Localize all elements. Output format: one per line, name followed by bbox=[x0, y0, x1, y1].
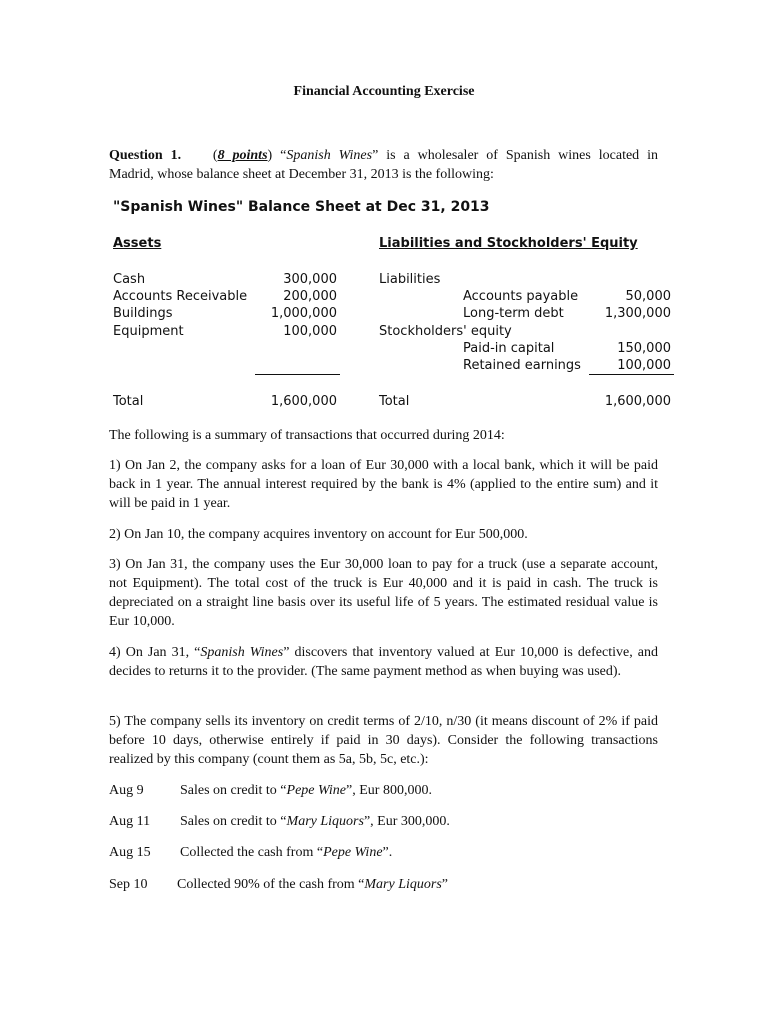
equity-item-label: Paid-in capital bbox=[463, 341, 555, 356]
sub-transaction-date: Sep 10 bbox=[109, 877, 148, 892]
sub-transaction-post: ”, Eur 800,000. bbox=[346, 783, 432, 798]
asset-value: 300,000 bbox=[283, 272, 337, 287]
transaction-4-pre: 4) On Jan 31, “ bbox=[109, 645, 201, 660]
question-intro bbox=[109, 146, 658, 184]
asset-value: 100,000 bbox=[283, 324, 337, 339]
transaction-5: 5) The company sells its inventory on credit terms of 2/10, n/30 (it means discount of 2% if paid before 10 days, otherwise entirely if paid in 30 days). Consider the following transactions realized by this company (count them as 5a, 5b, 5c, etc.): bbox=[109, 714, 658, 767]
equity-item-value: 150,000 bbox=[617, 341, 671, 356]
assets-header: Assets bbox=[113, 236, 162, 251]
transaction-2: 2) On Jan 10, the company acquires inventory on account for Eur 500,000. bbox=[109, 527, 528, 542]
asset-value: 200,000 bbox=[283, 289, 337, 304]
sub-transaction-date: Aug 15 bbox=[109, 845, 151, 860]
sub-transaction-pre: Collected the cash from “ bbox=[180, 845, 324, 860]
liabilities-label: Liabilities bbox=[379, 272, 441, 287]
liability-label: Accounts payable bbox=[463, 289, 579, 304]
question-intro-line1: Question 1. (8 points) “Spanish Wines” is a wholesaler of Spanish wines located in bbox=[109, 148, 659, 163]
question-intro-line2: Madrid, whose balance sheet at December 31, 2013 is the following: bbox=[109, 167, 494, 182]
liabilities-total-label: Total bbox=[379, 394, 410, 409]
transaction-4-company: Spanish Wines bbox=[200, 645, 284, 660]
sub-transaction-post: ”. bbox=[382, 845, 393, 860]
sub-transaction-pre: Sales on credit to “ bbox=[180, 783, 287, 798]
sub-transaction-post: ” bbox=[441, 877, 449, 892]
transaction-3: 3) On Jan 31, the company uses the Eur 30,000 loan to pay for a truck (use a separate account, not Equipment). The total cost of the truck is Eur 40,000 and it is paid in cash. The truck is depreciated on a straight line basis over its useful life of 5 years. The estimated residual value is Eur 10,000. bbox=[109, 557, 658, 629]
liabilities-total-rule bbox=[589, 374, 674, 375]
equity-item-value: 100,000 bbox=[617, 358, 671, 373]
equity-item-label: Retained earnings bbox=[463, 358, 581, 373]
question-intro-rest: is a wholesaler of Spanish wines located in bbox=[386, 148, 659, 163]
sub-transaction-text bbox=[180, 812, 450, 831]
sub-transaction-party: Pepe Wine bbox=[323, 845, 383, 860]
transaction-1: 1) On Jan 2, the company asks for a loan of Eur 30,000 with a local bank, which it will be paid back in 1 year. The annual interest required by the bank is 4% (applied to the entire sum) and it will be paid in 1 year. bbox=[109, 458, 658, 511]
equity-label: Stockholders' equity bbox=[379, 324, 512, 339]
asset-value: 1,000,000 bbox=[270, 306, 337, 321]
sub-transaction-date: Aug 11 bbox=[109, 814, 151, 829]
liability-value: 50,000 bbox=[625, 289, 671, 304]
asset-label: Accounts Receivable bbox=[113, 289, 248, 304]
sub-transaction-party: Pepe Wine bbox=[286, 783, 347, 798]
liability-label: Long-term debt bbox=[463, 306, 564, 321]
asset-label: Cash bbox=[113, 272, 146, 287]
company-name: Spanish Wines bbox=[286, 148, 373, 163]
transaction-4 bbox=[109, 643, 658, 681]
assets-total-value: 1,600,000 bbox=[270, 394, 337, 409]
sub-transaction-date: Aug 9 bbox=[109, 783, 144, 798]
asset-label: Equipment bbox=[113, 324, 184, 339]
liabilities-total-value: 1,600,000 bbox=[604, 394, 671, 409]
summary-intro: The following is a summary of transactions that occurred during 2014: bbox=[109, 428, 505, 443]
sub-transaction-text bbox=[177, 875, 448, 894]
question-points: 8 points bbox=[217, 148, 268, 163]
liabilities-equity-header: Liabilities and Stockholders' Equity bbox=[379, 236, 638, 251]
question-label: Question 1. bbox=[109, 148, 182, 163]
sub-transaction-text bbox=[180, 843, 392, 862]
sub-transaction-pre: Collected 90% of the cash from “ bbox=[177, 877, 365, 892]
sub-transaction-party: Mary Liquors bbox=[364, 877, 442, 892]
transaction-4-post: ” discovers that inventory valued at Eur 10,000 is defective, and decides to returns it to the provider. (The same payment method as when buying was used). bbox=[109, 645, 658, 679]
asset-label: Buildings bbox=[113, 306, 173, 321]
sub-transaction-text bbox=[180, 781, 432, 800]
sub-transaction-pre: Sales on credit to “ bbox=[180, 814, 287, 829]
sub-transaction-post: ”, Eur 300,000. bbox=[363, 814, 450, 829]
assets-total-rule bbox=[255, 374, 340, 375]
document-title: Financial Accounting Exercise bbox=[293, 84, 475, 99]
liability-value: 1,300,000 bbox=[604, 306, 671, 321]
sub-transaction-party: Mary Liquors bbox=[286, 814, 364, 829]
assets-total-label: Total bbox=[113, 394, 144, 409]
balance-sheet-title: "Spanish Wines" Balance Sheet at Dec 31, 2013 bbox=[113, 199, 490, 215]
